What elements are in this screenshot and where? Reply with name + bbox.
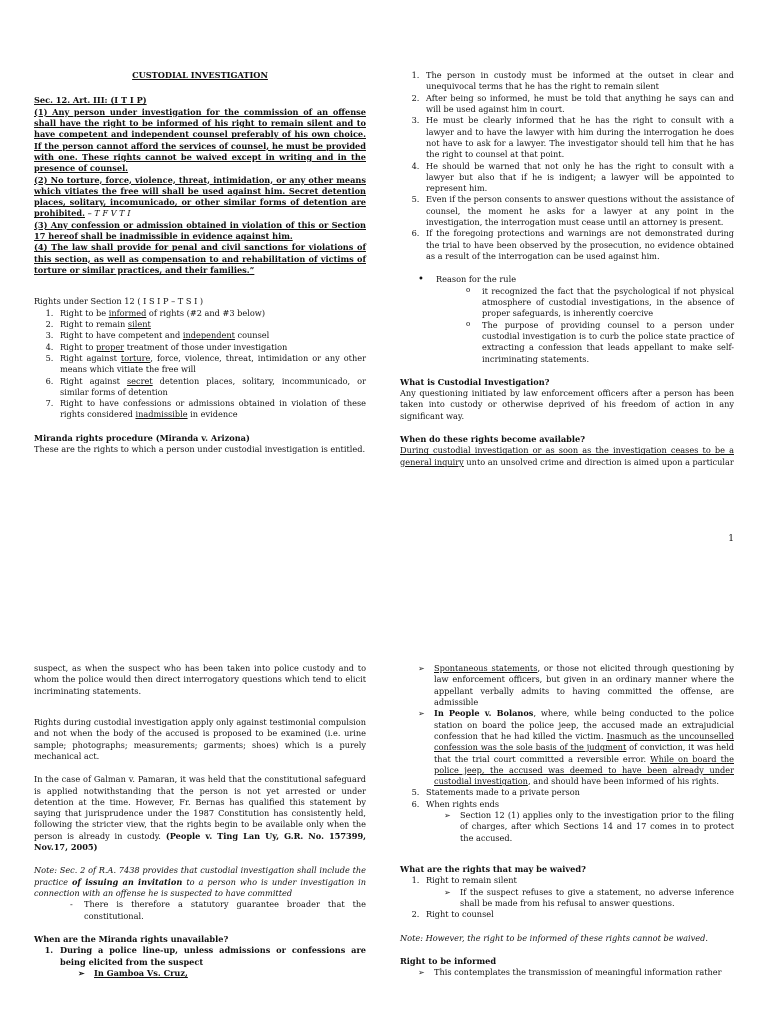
waived-note: Note: However, the right to be informed of these rights cannot be waived. — [400, 932, 708, 943]
provision-3: (3) Any confession or admission obtained in violation of this or Section 17 hereof shall be inadmissible in evidence against him. — [34, 219, 366, 242]
testimonial-text: Rights during custodial investigation apply only against testimonial compulsion and not when the body of the accused is proposed to be examined (i.e. urine sample; photographs; measurements; garments; shoes) which is a purely mechanical act. — [34, 716, 366, 761]
provision-2-mnemonic: – T F V T I — [84, 208, 131, 219]
miranda-text: These are the rights to which a person under custodial investigation is entitled. — [34, 444, 366, 455]
list-item: 2. After being so informed, he must be told that anything he says can and will be used against him in court. — [422, 93, 734, 116]
list-item: 1. Right to be informed of rights (#2 and #3 below) — [56, 308, 366, 319]
miranda-list — [400, 70, 734, 262]
page1-right-column — [400, 70, 734, 468]
what-heading: What is Custodial Investigation? — [400, 376, 550, 387]
list-item: 3. Right to have competent and independent counsel — [56, 330, 366, 341]
what-text: Any questioning initiated by law enforcement officers after a person has been taken into custody or otherwise deprived of his freedom of action in any significant way. — [400, 388, 734, 421]
waived-list — [400, 875, 734, 920]
list-item: 4. Right to proper treatment of those under investigation — [56, 342, 366, 353]
continuation-text: suspect, as when the suspect who has been taken into police custody and to whom the police would then direct interrogatory questions which tend to elicit incriminating statements. — [34, 663, 366, 696]
list-item: 1. Right to remain silent ➢ If the suspect refuses to give a statement, no adverse inference shall be made from his refusal to answer questions. — [422, 875, 734, 909]
list-item: ➢ This contemplates the transmission of meaningful information rather — [418, 967, 734, 978]
page2-left-column — [34, 663, 366, 979]
galman-text: In the case of Galman v. Pamaran, it was held that the constitutional safeguard is applied notwithstanding that the person is not yet arrested or under detention at the time. However, Fr. Bernas has qualified this statement by saying that jurisprudence under the 1987 Constitution has consistently held, following the stricter view, that the rights begin to be available only when the person is already in custody. (People v. Ting Lan Uy, G.R. No. 157399, Nov.17, 2005) — [34, 774, 366, 853]
waived-heading: What are the rights that may be waived? — [400, 864, 586, 874]
continued-list — [400, 787, 734, 844]
provision-4: (4) The law shall provide for penal and civil sanctions for violations of this section, as well as compensation to and rehabilitation of victims of torture or similar practices, and their families.” — [34, 242, 366, 275]
provision-1: (1) Any person under investigation for the commission of an offense shall have the right to be informed of his right to remain silent and to have competent and independent counsel preferably of his own choice. If the person cannot afford the services of counsel, he must be provided with one. These rights cannot be waived except in writing and in the presence of counsel. — [34, 106, 366, 174]
list-item: o The purpose of providing counsel to a person under custodial investigation is to curb the police state practice of extracting a confession that leads appellant to make self-incriminating statements. — [466, 320, 734, 365]
document-title: CUSTODIAL INVESTIGATION — [132, 70, 268, 80]
list-item: ➢ If the suspect refuses to give a statement, no adverse inference shall be made from his refusal to answer questions. — [444, 887, 734, 910]
admissibility-list — [400, 663, 734, 787]
rights-heading: Rights under Section 12 ( I S I P – T S I ) — [34, 296, 204, 307]
list-item: ➢ In Gamboa Vs. Cruz, — [78, 968, 366, 979]
page-number: 1 — [728, 534, 734, 544]
list-item: - There is therefore a statutory guarantee broader that the constitutional. — [70, 899, 366, 922]
list-item: 6. When rights ends ➢ Section 12 (1) applies only to the investigation prior to the filing of charges, after which Sections 14 and 17 comes in to protect the accused. — [422, 799, 734, 844]
list-item: 6. Right against secret detention places, solitary, incommunicado, or similar forms of detention — [56, 376, 366, 399]
informed-list — [400, 967, 734, 978]
list-item: 2. Right to remain silent — [56, 319, 366, 330]
unavailable-list — [34, 945, 366, 979]
page1-left-column — [34, 70, 366, 455]
list-item: • Reason for the rule o it recognized the fact that the psychological if not physical atmosphere of custodial investigations, in the absence of proper safeguards, is inherently coercive o The purpose of providing counsel to a person under custodial investigation is to curb the police state practice of extracting a confession that leads appellant to make self-incriminating statements. — [418, 274, 734, 365]
list-item: 6. If the foregoing protections and warnings are not demonstrated during the trial to have been observed by the prosecution, no evidence obtained as a result of the interrogation can be used against him. — [422, 228, 734, 262]
list-item: 2. Right to counsel — [422, 909, 734, 920]
page2-right-column — [400, 663, 734, 979]
list-item: ➢ Section 12 (1) applies only to the investigation prior to the filing of charges, after which Sections 14 and 17 comes in to protect the accused. — [444, 810, 734, 844]
provision-2-text: (2) No torture, force, violence, threat, intimidation, or any other means which vitiates the free will shall be used against him. Secret detention places, solitary, incomunicado, or other similar forms of detention are prohibited. — [34, 174, 366, 219]
list-item: o it recognized the fact that the psychological if not physical atmosphere of custodial investigations, in the absence of proper safeguards, is inherently coercive — [466, 286, 734, 320]
list-item: 7. Right to have confessions or admissions obtained in violation of these rights considered inadmissible in evidence — [56, 398, 366, 421]
unavailable-heading: When are the Miranda rights unavailable? — [34, 933, 229, 944]
informed-heading: Right to be informed — [400, 955, 497, 966]
list-item: 5. Statements made to a private person — [422, 787, 734, 798]
note-dash-list — [34, 899, 366, 922]
section-heading: Sec. 12. Art. III: (I T I P) — [34, 95, 147, 106]
when-heading: When do these rights become available? — [400, 434, 585, 445]
list-item: 4. He should be warned that not only he has the right to consult with a lawyer but also that if he is indigent; a lawyer will be appointed to represent him. — [422, 161, 734, 195]
list-item: 1. The person in custody must be informed at the outset in clear and unequivocal terms that he has the right to remain silent — [422, 70, 734, 93]
list-item: ➢ In People v. Bolanos, where, while being conducted to the police station on board the police jeep, the accused made an extrajudicial confession that he had killed the victim. Inasmuch as the uncounselled confession was the sole basis of the judgment of conviction, it was held that the trial court committed a reversible error. While on board the police jeep, the accused was deemed to have been already under custodial investigation, and should have been informed of his rights. — [418, 708, 734, 787]
document-page-2 — [0, 655, 768, 1024]
miranda-heading: Miranda rights procedure (Miranda v. Arizona) — [34, 432, 250, 443]
provision-2 — [34, 175, 366, 220]
when-text: During custodial investigation or as soon as the investigation ceases to be a general inquiry unto an unsolved crime and direction is aimed upon a particular — [400, 445, 734, 467]
list-item: 5. Right against torture, force, violence, threat, intimidation or any other means which vitiate the free will — [56, 353, 366, 376]
list-item: 3. He must be clearly informed that he has the right to consult with a lawyer and to have the lawyer with him during the interrogation he does not have to ask for a lawyer. The investigator should tell him that he has the right to counsel at that point. — [422, 115, 734, 160]
page-gap — [0, 545, 768, 655]
note-ra7438: Note: Sec. 2 of R.A. 7438 provides that custodial investigation shall include the practice of issuing an invitation to a person who is under investigation in connection with an offense he is suspected to have committed — [34, 865, 366, 898]
reason-sublist — [436, 286, 734, 365]
list-item: 5. Even if the person consents to answer questions without the assistance of counsel, the moment he asks for a lawyer at any point in the investigation, the interrogation must cease until an attorney is present. — [422, 194, 734, 228]
rights-list — [34, 308, 366, 421]
list-item: 1. During a police line-up, unless admissions or confessions are being elicited from the suspect ➢ In Gamboa Vs. Cruz, — [56, 945, 366, 979]
list-item: ➢ Spontaneous statements, or those not elicited through questioning by law enforcement officers, but given in an ordinary manner where the appellant verbally admits to having committed the offense, are admissible — [418, 663, 734, 708]
reason-list — [400, 274, 734, 365]
